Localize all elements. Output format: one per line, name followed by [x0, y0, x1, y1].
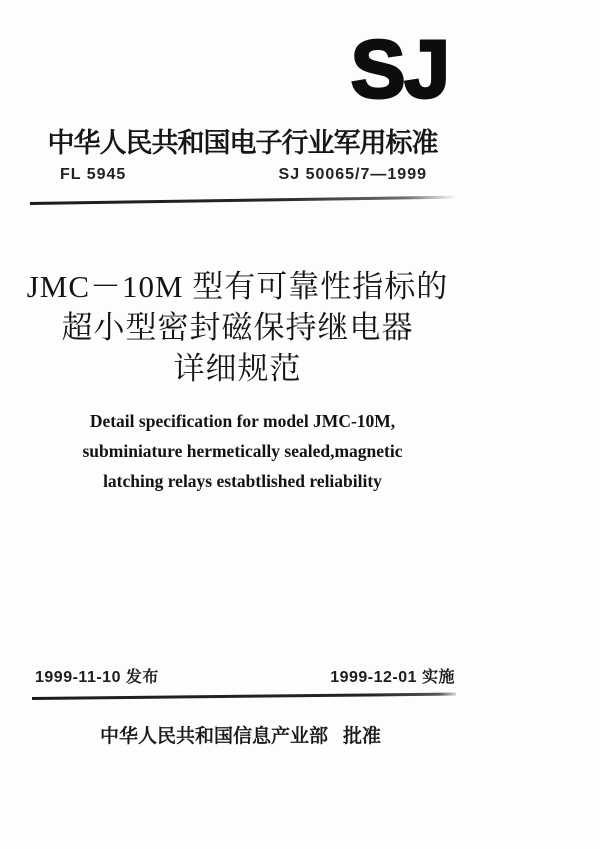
approver-name: 中华人民共和国信息产业部 [99, 726, 328, 747]
title-cn-line-3: 详细规范 [173, 351, 302, 386]
standard-type-heading: 中华人民共和国电子行业军用标准 [47, 128, 438, 158]
approval-line [28, 721, 453, 748]
dates-row [35, 664, 455, 687]
footer-rule [32, 693, 456, 700]
title-en-line-1: Detail specification for model JMC-10M, [89, 411, 396, 431]
sj-standard-logo: SJ [350, 24, 449, 115]
title-cn-line-2: 超小型密封磁保持继电器 [61, 310, 414, 345]
title-cn-line-1: JMC－10M 型有可靠性指标的 [26, 269, 449, 304]
standard-title-en [30, 406, 455, 496]
issue-date: 1999-11-10 发布 [35, 669, 159, 686]
implementation-date: 1999-12-01 实施 [330, 669, 455, 686]
title-en-line-2: subminiature hermetically sealed,magnetic [82, 441, 403, 461]
approval-label: 批准 [343, 726, 382, 747]
standard-title-cn [25, 266, 450, 389]
header-rule [30, 196, 456, 205]
title-en-line-3: latching relays estabtlished reliability [103, 471, 382, 491]
classification-code: FL 5945 [60, 166, 127, 183]
standard-number: SJ 50065/7—1999 [278, 166, 427, 183]
document-number-row [60, 166, 427, 184]
